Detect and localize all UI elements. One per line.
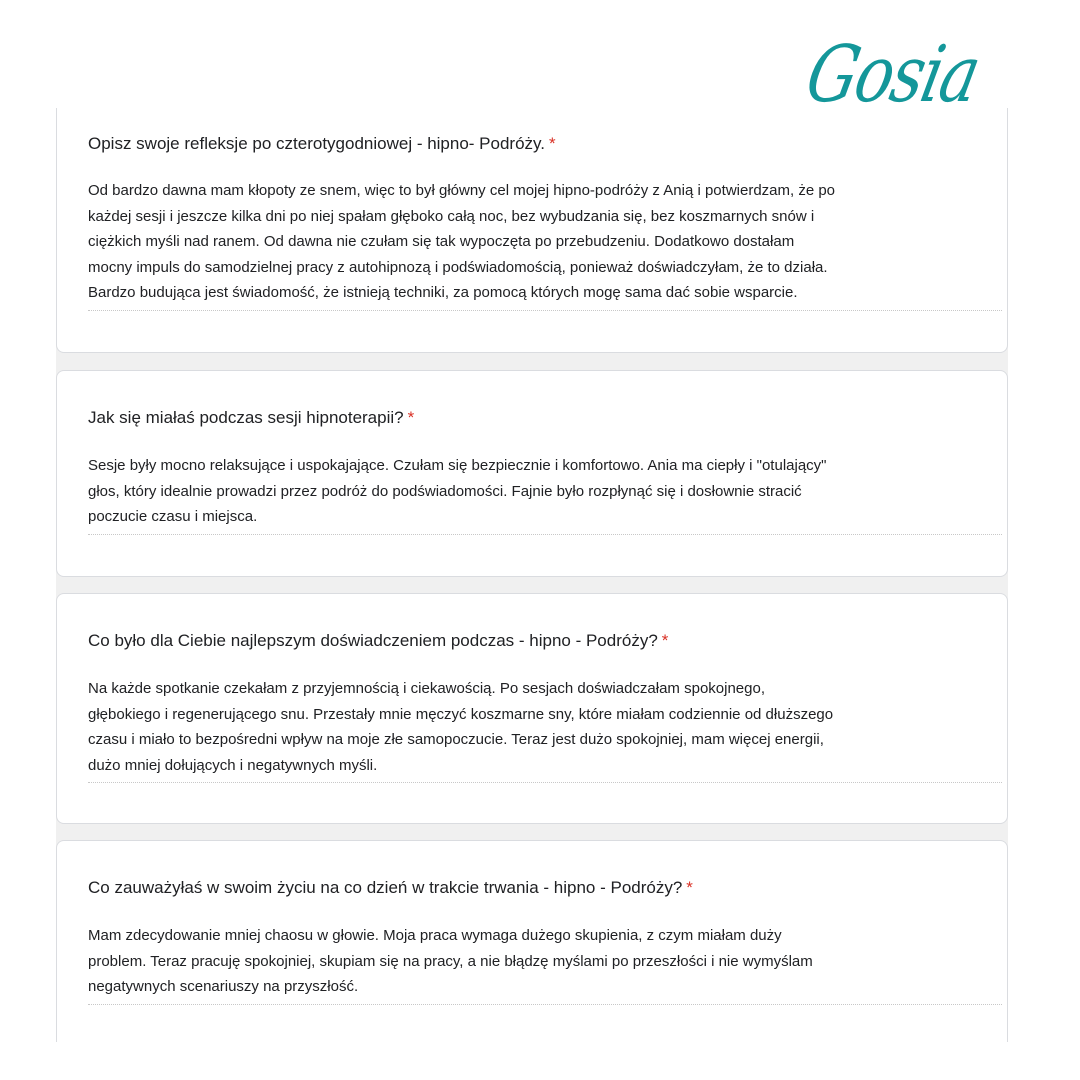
required-asterisk: *	[549, 134, 556, 153]
question-card-4	[56, 840, 1008, 1060]
answer-line: głos, który idealnie prowadzi przez podróż do podświadomości. Fajnie było rozpłynąć się i dosłownie stracić	[88, 482, 802, 500]
question-label: Jak się miałaś podczas sesji hipnoterapii?	[88, 408, 404, 427]
answer-line: problem. Teraz pracuję spokojniej, skupiam się na pracy, a nie błądzę myślami po przeszłości i nie wymyślam	[88, 952, 813, 970]
answer-line: czasu i miało to bezpośredni wpływ na moje złe samopoczucie. Teraz jest dużo spokojniej, mam więcej energii,	[88, 731, 824, 748]
answer-line: Od bardzo dawna mam kłopoty ze snem, więc to był główny cel mojej hipno-podróży z Anią i potwierdzam, że po	[88, 182, 836, 199]
bottom-margin	[0, 1042, 1080, 1080]
answer-field[interactable]	[88, 453, 1002, 535]
answer-line: Mam zdecydowanie mniej chaosu w głowie. Moja praca wymaga dużego skupienia, z czym miałam duży	[88, 927, 782, 944]
required-asterisk: *	[686, 878, 693, 897]
question-label: Co było dla Ciebie najlepszym doświadczeniem podczas - hipno - Podróży?	[88, 631, 658, 650]
required-asterisk: *	[407, 408, 415, 427]
answer-line: Bardzo budująca jest świadomość, że istnieją techniki, za pomocą których mogę sama dać sobie wsparcie.	[88, 284, 798, 301]
question-card-1	[56, 108, 1008, 353]
question-title	[88, 134, 556, 154]
logo: Gosia	[798, 30, 987, 120]
answer-line: poczucie czasu i miejsca.	[88, 508, 258, 525]
required-asterisk: *	[661, 631, 669, 650]
question-title	[88, 631, 668, 651]
answer-line: głębokiego i regenerującego snu. Przestały mnie męczyć koszmarne sny, które miałam codziennie od dłuższego	[88, 705, 834, 723]
answer-line: negatywnych scenariuszy na przyszłość.	[88, 978, 359, 995]
answer-line: Sesje były mocno relaksujące i uspokajające. Czułam się bezpiecznie i komfortowo. Ania ma ciepły i "otulający"	[88, 457, 827, 474]
answer-line: mocny impuls do samodzielnej pracy z autohipnozą i podświadomością, ponieważ doświadczyłam, że to działa.	[88, 258, 828, 276]
question-card-3	[56, 593, 1008, 824]
question-label: Co zauważyłaś w swoim życiu na co dzień w trakcie trwania - hipno - Podróży?	[88, 878, 683, 897]
question-title	[88, 408, 414, 428]
answer-line: ciężkich myśli nad ranem. Od dawna nie czułam się tak wypoczęta po przebudzeniu. Dodatkowo dostałam	[88, 233, 795, 250]
question-card-2	[56, 370, 1008, 577]
answer-line: Na każde spotkanie czekałam z przyjemnością i ciekawością. Po sesjach doświadczałam spokojnego,	[88, 680, 765, 697]
question-title	[88, 878, 693, 898]
answer-line: dużo mniej dołujących i negatywnych myśli.	[88, 756, 378, 774]
answer-field[interactable]	[88, 676, 1002, 783]
answer-field[interactable]	[88, 178, 1002, 311]
answer-field[interactable]	[88, 923, 1002, 1005]
answer-line: każdej sesji i jeszcze kilka dni po niej spałam głęboko całą noc, bez wybudzania się, bez koszmarnych snów i	[88, 207, 815, 225]
question-label: Opisz swoje refleksje po czterotygodniowej - hipno- Podróży.	[88, 134, 546, 153]
